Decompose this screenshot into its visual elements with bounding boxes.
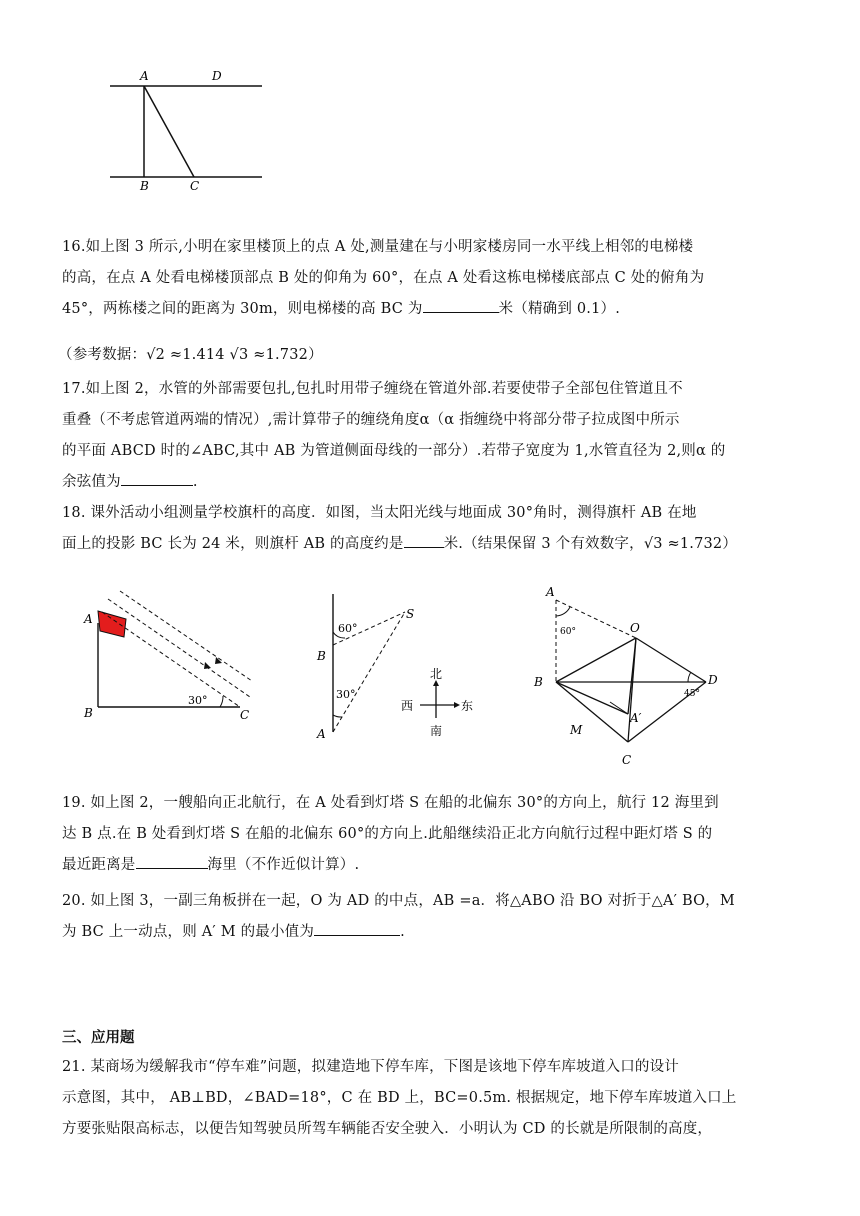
label-C: C [622,753,632,767]
question-21: 21. 某商场为缓解我市“停车难”问题，拟建造地下停车库，下图是该地下停车库坡道入口的设计 示意图，其中， AB⊥BD，∠BAD=18°，C 在 BD 上，BC=0.5m. 根据规定，地下停车库坡道入口上 方要张贴限高标志，以便告知驾驶员所驾车辆能否安全驶入．小明认为 CD 的长就是所限制的高度， [62,1059,737,1137]
angle-60: 60° [560,627,576,637]
compass-south: 南 [430,724,443,738]
angle-60: 60° [338,622,358,635]
label-A: A [317,727,326,740]
compass-north: 北 [430,667,443,681]
answer-blank-17[interactable] [121,469,193,486]
label-S: S [406,607,415,621]
label-A: A [84,612,93,626]
compass-icon [420,680,460,718]
angle-label: 30° [188,694,208,707]
angle-45: 45° [684,689,700,699]
label-M: M [570,723,583,737]
question-17: 17.如上图 2，水管的外部需要包扎,包扎时用带子缠绕在管道外部.若要使带子全部包住管道且不 重叠（不考虑管道两端的情况）,需计算带子的缠绕角度α（α 指缠绕中将部分带子拉成图中所示 的平面 ABCD 时的∠ABC,其中 AB 为管道侧面母线的一部分）.若带子宽度为 1,水管直径为 2,则α 的 余弦值为 . [62,381,726,490]
compass-west: 西 [401,699,414,713]
angle-30: 30° [336,688,356,701]
figure-buildings [100,66,270,196]
label-C: C [240,708,250,722]
label-O: O [630,621,640,635]
label-D: D [708,673,718,687]
compass-east: 东 [461,699,474,713]
question-16: 16.如上图 3 所示,小明在家里楼顶上的点 A 处,测量建在与小明家楼房同一水平线上相邻的电梯楼 的高，在点 A 处看电梯楼顶部点 B 处的仰角为 60°，在点 A 处看这栋电梯楼底部点 C 处的俯角为 45°，两栋楼之间的距离为 30m，则电梯楼的高 BC 为 米（精确到 0.1）. [62,239,705,317]
label-A: A [546,585,555,599]
answer-blank-18[interactable] [404,531,444,548]
section-title: 三、应用题 [62,1030,135,1046]
label-A: A [140,69,149,83]
label-B: B [140,179,149,193]
label-C: C [190,179,200,193]
figure-triangles [528,582,728,772]
answer-blank-20[interactable] [314,919,400,936]
label-A-prime: A′ [630,711,642,725]
answer-blank-19[interactable] [136,852,208,869]
figure-ship-lighthouse [308,590,488,740]
label-B: B [317,649,326,663]
question-20: 20. 如上图 3，一副三角板拼在一起，O 为 AD 的中点，AB =a．将△ABO 沿 BO 对折于△A′ BO，M 为 BC 上一动点，则 A′ M 的最小值为 . [62,893,735,940]
figure-flagpole [80,585,260,730]
question-18: 18. 课外活动小组测量学校旗杆的高度．如图，当太阳光线与地面成 30°角时，测得旗杆 AB 在地 面上的投影 BC 长为 24 米，则旗杆 AB 的高度约是 米.（结果保留 3 个有效数字，√3 ≈1.732） [62,505,738,552]
label-B: B [534,675,543,689]
question-19: 19. 如上图 2，一艘船向正北航行，在 A 处看到灯塔 S 在船的北偏东 30°的方向上，航行 12 海里到 达 B 点.在 B 处看到灯塔 S 在船的北偏东 60°的方向上.此船继续沿正北方向航行过程中距灯塔 S 的 最近距离是 海里（不作近似计算）. [62,795,719,873]
label-B: B [84,706,93,720]
answer-blank-16[interactable] [423,296,499,313]
label-D: D [212,69,222,83]
q16-reference-data: （参考数据：√2 ≈1.414 √3 ≈1.732） [58,347,323,363]
